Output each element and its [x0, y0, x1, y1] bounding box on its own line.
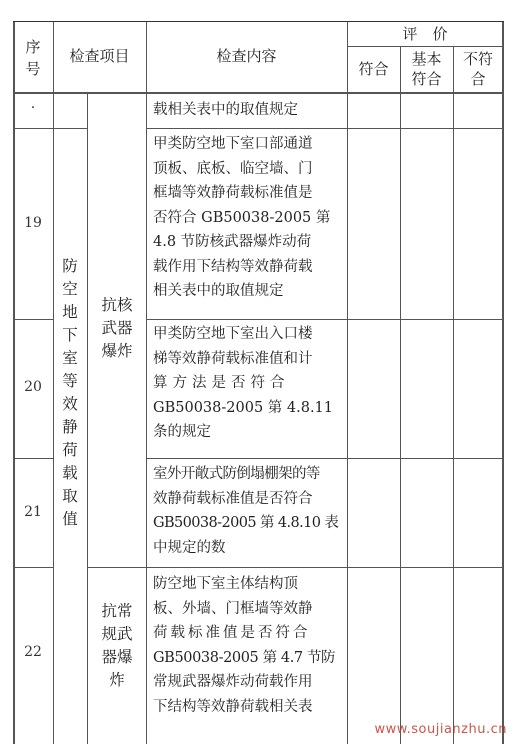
content-cell: 防空地下室主体结构顶 板、外墙、门框墙等效静 荷载标准值是否符合 GB50038-2005 第 4.7 节防 常规武器爆炸动荷载作用 下结构等效静荷载相关表 [153, 576, 336, 715]
header-evaluation: 评 价 [402, 25, 448, 43]
content-cell: 载相关表中的取值规定 [153, 102, 298, 118]
row-seq: 21 [24, 504, 42, 520]
row-seq: 19 [24, 215, 42, 231]
header-basic-conform: 基本符合 [411, 50, 442, 88]
content-cell: 甲类防空地下室出入口楼 梯等效静荷载标准值和计 算方法是否符合 GB50038-2005 第 4.8.11 条的规定 [153, 326, 334, 440]
sub-item-nuclear: 抗核武器爆炸 [101, 296, 133, 360]
row-seq: 22 [24, 644, 42, 660]
evaluation-table [13, 21, 504, 744]
header-not-conform: 不符合 [462, 50, 493, 88]
header-conform: 符合 [358, 60, 389, 78]
watermark: www.soujianzhu.cn [374, 722, 507, 737]
content-cell: 室外开敞式防倒塌棚架的等 效静荷载标准值是否符合 GB50038-2005 第 4.8.10 表 中规定的数 [153, 466, 339, 556]
header-content: 检查内容 [216, 47, 277, 65]
group-title: 防 空 地 下 室 等 效 静 荷 载 取 值 [62, 257, 78, 528]
row-seq: 20 [24, 379, 42, 395]
header-item: 检查项目 [69, 47, 130, 65]
content-cell: 甲类防空地下室口部通道 顶板、底板、临空墙、门 框墙等效静荷载标准值是 否符合 GB50038-2005 第 4.8 节防核武器爆炸动荷 载作用下结构等效静荷载 相关表中的取值规定 [153, 136, 331, 299]
row-seq: · [30, 100, 36, 116]
header-seq: 序号 [25, 38, 41, 78]
sub-item-conventional: 抗常规武器爆炸 [101, 602, 133, 689]
